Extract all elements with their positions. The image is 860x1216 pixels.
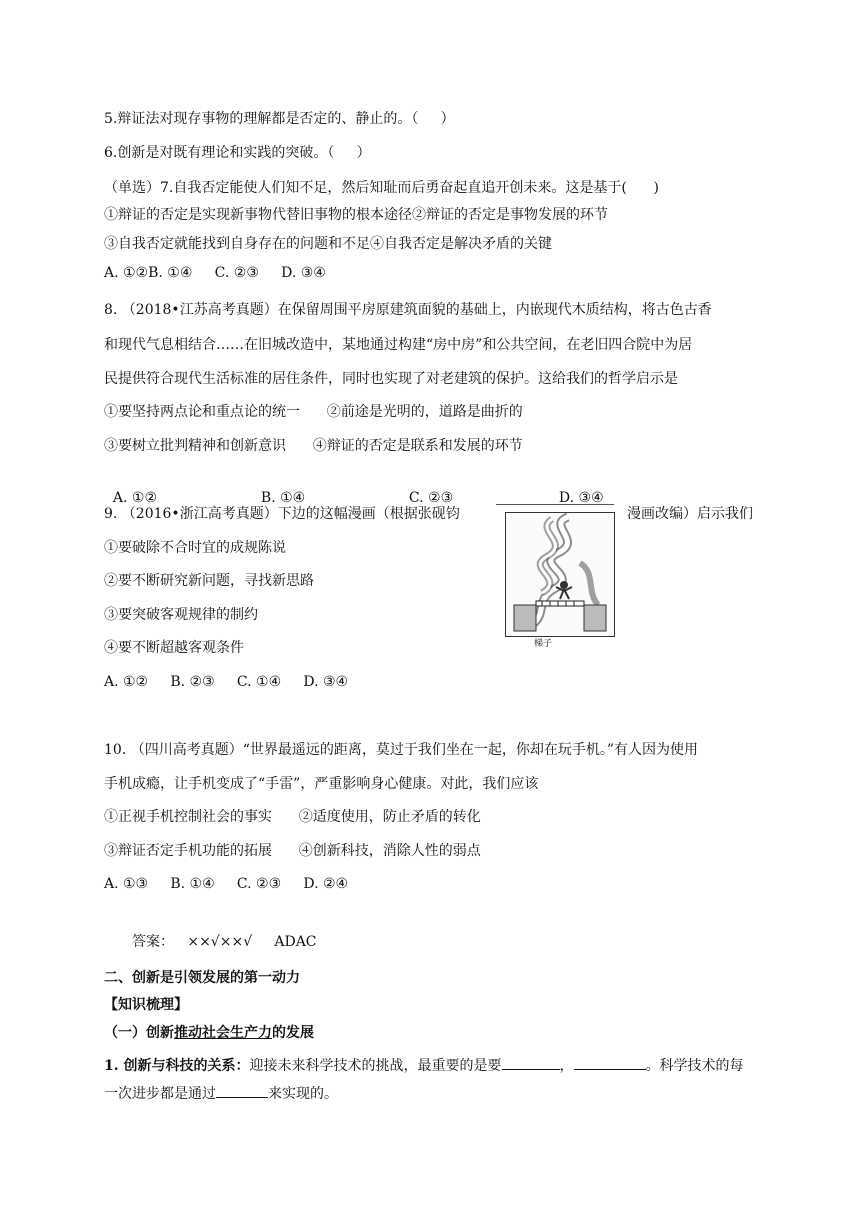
item-1-text-3: 一次进步都是通过	[104, 1086, 216, 1102]
question-10-stem-2: 手机成瘾，让手机变成了“手雷”，严重影响身心健康。对此，我们应该	[104, 776, 539, 792]
question-9-stem-right: 漫画改编）启示我们	[627, 506, 753, 522]
question-9-statement-3: ③要突破客观规律的制约	[104, 607, 258, 623]
section-heading: 二、创新是引领发展的第一动力	[104, 970, 300, 986]
cartoon-caption: 梯子	[534, 639, 553, 649]
part-1-heading	[104, 1024, 314, 1042]
blank-1[interactable]	[502, 1055, 560, 1070]
ladder-road-cartoon-icon	[506, 513, 614, 636]
item-1-text-1: 迎接未来科学技术的挑战，最重要的是要	[249, 1058, 502, 1074]
part-1-underlined: 推动社会生产力	[174, 1025, 272, 1041]
question-7-statements-1: ①辩证的否定是实现新事物代替旧事物的根本途径②辩证的否定是事物发展的环节	[104, 207, 608, 223]
question-10-statements-2: ③辩证否定手机功能的拓展 ④创新科技，消除人性的弱点	[104, 843, 481, 859]
question-9-statement-1: ①要破除不合时宜的成规陈说	[104, 540, 286, 556]
question-10-statements-1: ①正视手机控制社会的事实 ②适度使用，防止矛盾的转化	[104, 809, 481, 825]
question-8-statements-2: ③要树立批判精神和创新意识 ④辩证的否定是联系和发展的环节	[104, 438, 523, 454]
question-8-stem-2: 和现代气息相结合……在旧城改造中，某地通过构建“房中房”和公共空间，在老旧四合院中为居	[104, 337, 693, 353]
question-9-options: A. ①② B. ②③ C. ①④ D. ③④	[104, 674, 349, 690]
question-6: 6.创新是对既有理论和实践的突破。（ ）	[104, 145, 371, 161]
question-8-stem-1: 8. （2018•江苏高考真题）在保留周围平房原建筑面貌的基础上，内嵌现代木质结构，将古色古香	[104, 302, 712, 318]
cartoon-frame	[505, 512, 615, 637]
question-5: 5.辩证法对现存事物的理解都是否定的、静止的。（ ）	[104, 111, 455, 127]
item-1-text-4: 来实现的。	[268, 1086, 338, 1102]
blank-3[interactable]	[216, 1083, 268, 1098]
question-10-stem-1: 10. （四川高考真题）“世界最遥远的距离，莫过于我们坐在一起，你却在玩手机。”有人因为使用	[104, 742, 699, 758]
item-1-line-1	[104, 1055, 744, 1075]
question-8-stem-3: 民提供符合现代生活标准的居住条件，同时也实现了对老建筑的保护。这给我们的哲学启示是	[104, 371, 678, 387]
item-1-sep: ，	[559, 1058, 574, 1074]
question-7-options: A. ①②B. ①④ C. ②③ D. ③④	[104, 265, 326, 281]
question-8-options	[104, 471, 604, 507]
answer-key: 答案： ××√××√ ADAC	[132, 934, 317, 950]
option-c: C. ②③	[408, 490, 454, 506]
item-1-text-2: 。科学技术的每	[645, 1058, 744, 1074]
item-1-line-2	[104, 1083, 338, 1103]
part-1-suffix: 的发展	[272, 1025, 314, 1041]
question-9-statement-4: ④要不断超越客观条件	[104, 640, 244, 656]
option-d: D. ③④	[558, 490, 604, 506]
option-b: B. ①④	[260, 490, 306, 506]
question-7-stem: （单选）7.自我否定能使人们知不足，然后知耻而后勇奋起直追开创未来。这是基于( )	[104, 180, 659, 196]
part-1-prefix: （一）创新	[104, 1025, 174, 1041]
item-1-label: 1. 创新与科技的关系：	[104, 1058, 250, 1074]
option-a: A. ①②	[112, 490, 158, 506]
question-7-statements-2: ③自我否定就能找到自身存在的问题和不足④自我否定是解决矛盾的关键	[104, 236, 552, 252]
question-10-options: A. ①③ B. ①④ C. ②③ D. ②④	[104, 876, 349, 892]
question-8-statements-1: ①要坚持两点论和重点论的统一 ②前途是光明的，道路是曲折的	[104, 404, 523, 420]
blank-2[interactable]	[574, 1055, 646, 1070]
question-9-stem-left: 9. （2016•浙江高考真题）下边的这幅漫画（根据张砚钧	[104, 506, 460, 522]
section-subheading: 【知识梳理】	[104, 997, 188, 1013]
question-9-statement-2: ②要不断研究新问题，寻找新思路	[104, 573, 314, 589]
